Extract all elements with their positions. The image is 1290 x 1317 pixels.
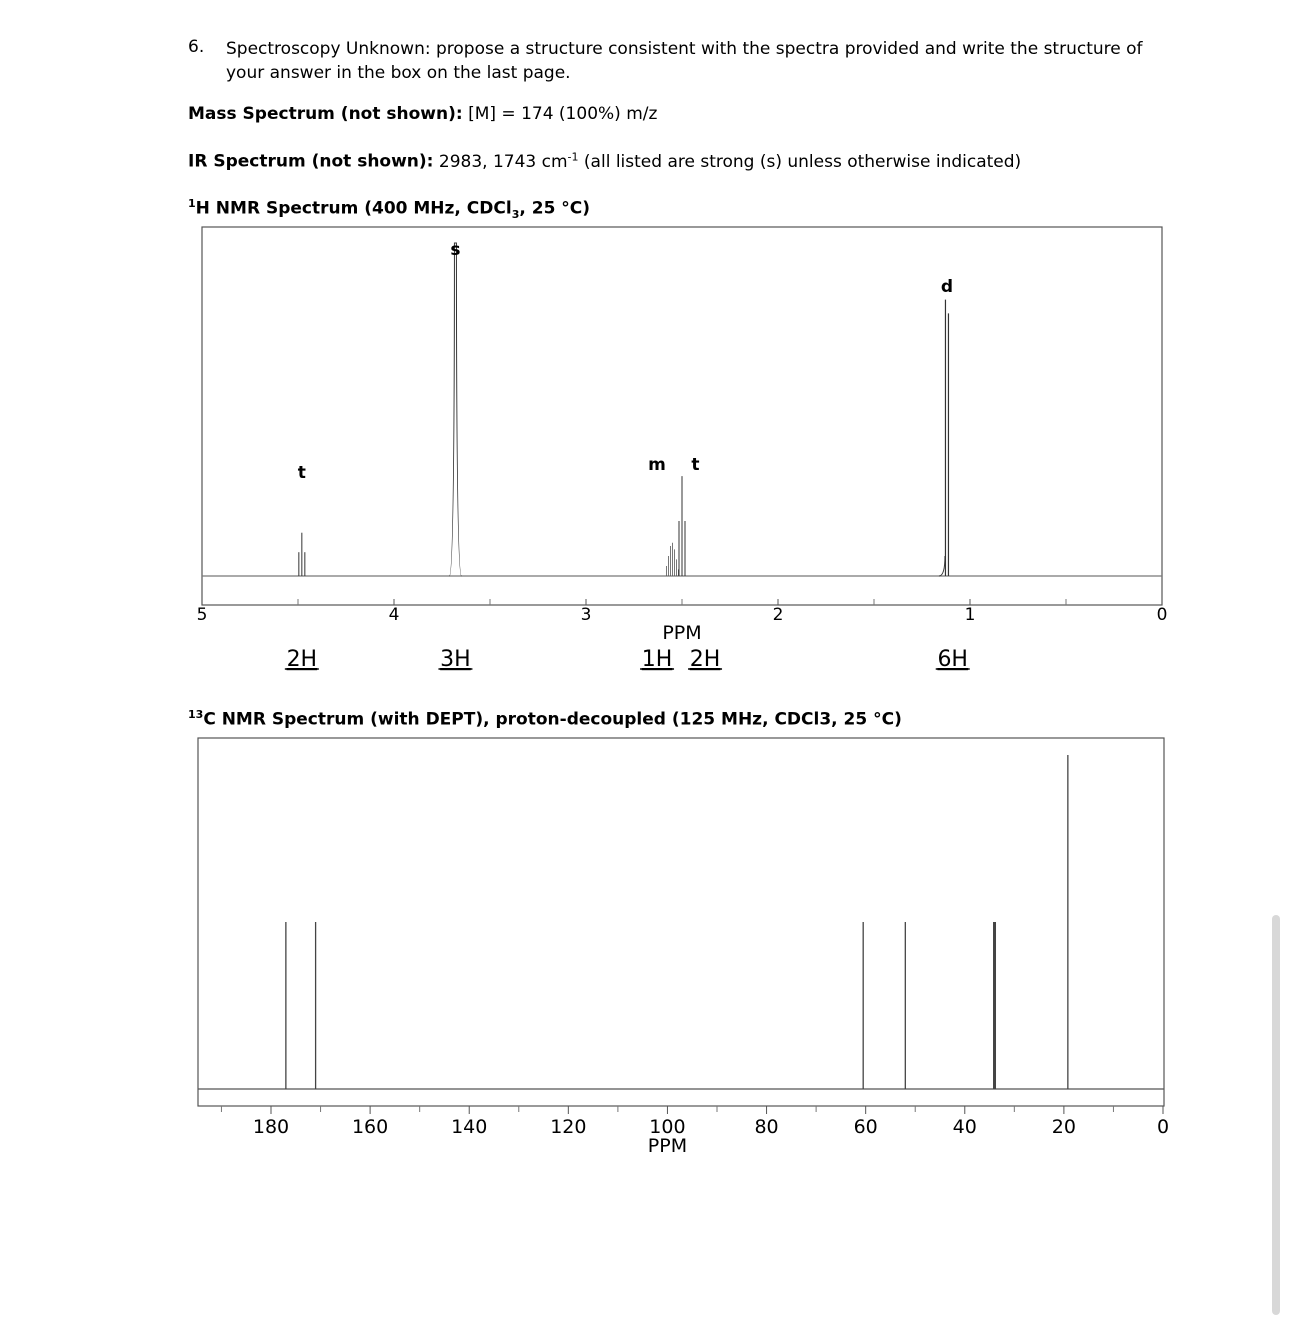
h-nmr-tick-label: 3 [580, 605, 592, 625]
h-nmr-tick-label: 4 [388, 605, 400, 625]
ir-spectrum-value: 2983, 1743 $cm^{-1}$ (all listed are strong (s) unless otherwise indicated) [438, 150, 1022, 172]
h-nmr-peak-label: d [940, 277, 954, 297]
h-nmr-axis-label: PPM [662, 622, 702, 644]
ir-spectrum-info [188, 150, 1021, 172]
mass-spectrum-info [188, 104, 657, 124]
h-nmr-heading: $^1$H NMR Spectrum (400 MHz, CDCl$_3$, 25 °C) [188, 197, 591, 222]
c-nmr-tick-label: 20 [1051, 1116, 1076, 1138]
h-nmr-tick-label: 1 [964, 605, 976, 625]
h-nmr-peak-label: t [297, 463, 306, 483]
h-nmr-peak-label: m [648, 455, 666, 475]
c-nmr-tick-label: 80 [754, 1116, 779, 1138]
h-nmr-integration: 2H [286, 647, 318, 672]
c-nmr-tick-label: 180 [252, 1116, 290, 1138]
h-nmr-peak-d-foot [939, 556, 945, 576]
question-number: 6. [188, 37, 205, 57]
mass-spectrum-label: Mass Spectrum (not shown): [188, 104, 463, 124]
question-text-line2: your answer in the box on the last page. [226, 63, 571, 83]
question-text-line1: Spectroscopy Unknown: propose a structure consistent with the spectra provided and write the structure of [226, 39, 1143, 59]
question-text [226, 37, 1156, 85]
scrollbar[interactable] [1272, 915, 1280, 1315]
c-nmr-tick-label: 160 [351, 1116, 389, 1138]
h-nmr-tick-label: 2 [772, 605, 784, 625]
h-nmr-peak-s [449, 243, 461, 576]
h-nmr-tick-label: 0 [1156, 605, 1168, 625]
h-nmr-peak-label: t [691, 455, 700, 475]
c-nmr-tick-label: 60 [853, 1116, 878, 1138]
c-nmr-tick-label: 100 [649, 1116, 686, 1138]
c-nmr-axis-label: PPM [647, 1135, 688, 1157]
ir-spectrum-label: IR Spectrum (not shown): [188, 151, 434, 172]
c-nmr-heading: $^{13}$C NMR Spectrum (with DEPT), proton-decoupled (125 MHz, CDCl3, 25 °C) [188, 708, 902, 730]
c-nmr-tick-label: 140 [451, 1116, 488, 1138]
mass-spectrum-value: [M] = 174 (100%) m/z [468, 104, 658, 124]
h-nmr-integration: 2H [689, 647, 721, 672]
c-nmr-tick-label: 40 [952, 1116, 977, 1138]
c-nmr-frame [198, 738, 1164, 1106]
c-nmr-tick-label: 0 [1156, 1116, 1170, 1138]
h-nmr-frame [202, 227, 1162, 605]
h-nmr-integration: 1H [641, 647, 673, 672]
h-nmr-peak-label: s [450, 240, 461, 260]
h-nmr-integration: 3H [440, 647, 471, 672]
h-nmr-integration: 6H [937, 647, 968, 672]
c-nmr-tick-label: 120 [550, 1116, 587, 1138]
h-nmr-tick-label: 5 [196, 605, 208, 625]
